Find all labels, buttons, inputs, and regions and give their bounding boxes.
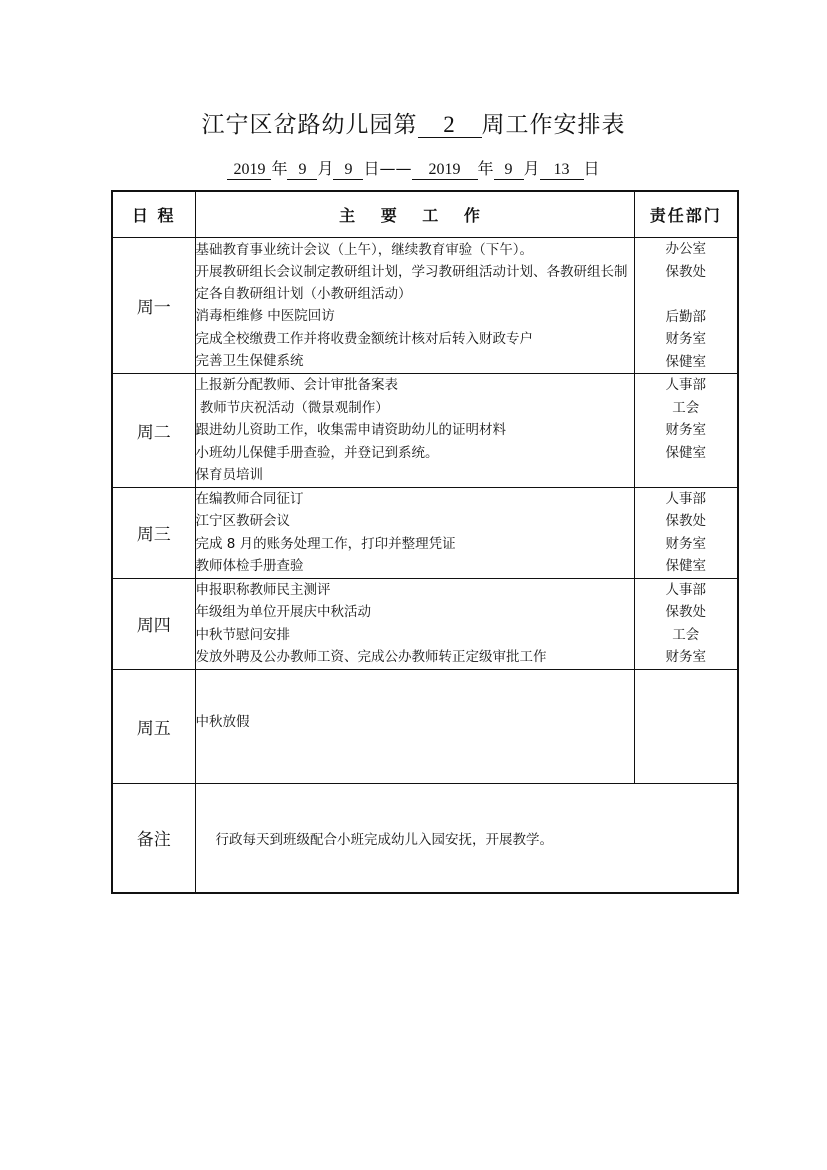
task-item: 跟进幼儿资助工作，收集需申请资助幼儿的证明材料 (195, 422, 506, 438)
task-item: 完成全校缴费工作并将收费金额统计核对后转入财政专户 (195, 330, 533, 347)
dept-item (635, 283, 738, 306)
dept-item: 办公室 (665, 241, 706, 257)
table-row (112, 578, 738, 669)
dept-item: 后勤部 (665, 308, 706, 325)
day-char: 日 (583, 159, 600, 178)
dept-item: 人事部 (665, 490, 706, 507)
day-cell: 周一 (112, 238, 195, 374)
date-range (0, 156, 827, 180)
task-item: 基础教育事业统计会议（上午），继续教育审验（下午）。 (195, 241, 533, 258)
header-responsible-dept: 责任部门 (634, 191, 738, 238)
end-month: 9 (494, 161, 524, 180)
weekly-schedule-table (111, 190, 739, 894)
dept-item: 保健室 (665, 353, 706, 370)
dept-item: 财务室 (665, 535, 706, 552)
task-item: 中秋节慰问安排 (195, 626, 290, 643)
dept-item (635, 464, 738, 487)
dept-cell (634, 238, 738, 374)
week-number: 2 (418, 112, 482, 138)
tasks-cell (195, 238, 634, 374)
range-separator: 日—— (363, 159, 412, 178)
month-char: 月 (523, 159, 540, 178)
dept-item: 财务室 (665, 422, 706, 438)
dept-item: 保教处 (665, 263, 706, 280)
task-item: 申报职称教师民主测评 (195, 581, 331, 598)
remarks-cell (195, 783, 738, 893)
dept-cell (634, 669, 738, 783)
tasks-cell (195, 578, 634, 669)
day-cell: 周三 (112, 487, 195, 578)
dept-item: 工会 (672, 626, 700, 643)
dept-cell (634, 487, 738, 578)
table-row (112, 374, 738, 488)
dept-item: 保健室 (665, 444, 706, 461)
table-row (112, 669, 738, 783)
end-year: 2019 (412, 161, 478, 180)
dept-item: 保教处 (665, 513, 706, 529)
task-item: 发放外聘及公办教师工资、完成公办教师转正定级审批工作 (195, 649, 547, 665)
dept-item: 财务室 (665, 649, 706, 665)
dept-item: 财务室 (665, 331, 706, 347)
header-row (112, 191, 738, 238)
table-row (112, 487, 738, 578)
tasks-cell (195, 374, 634, 488)
remarks-text: 行政每天到班级配合小班完成幼儿入园安抚，开展教学。 (215, 831, 553, 848)
task-item: 年级组为单位开展庆中秋活动 (195, 604, 371, 620)
dept-item: 人事部 (665, 377, 706, 393)
task-item: 江宁区教研会议 (195, 513, 290, 529)
task-item: 小班幼儿保健手册查验，并登记到系统。 (195, 444, 439, 461)
task-item: 中秋放假 (195, 713, 250, 730)
task-item: 上报新分配教师、会计审批备案表 (195, 377, 398, 393)
task-item: 教师体检手册查验 (195, 558, 304, 574)
tasks-cell (195, 669, 634, 783)
table-row (112, 238, 738, 374)
year-char: 年 (271, 159, 288, 178)
start-month: 9 (287, 161, 317, 180)
task-item: 完成 8 月的账务处理工作，打印并整理凭证 (195, 535, 456, 552)
start-year: 2019 (227, 161, 271, 180)
dept-item: 保教处 (665, 604, 706, 620)
day-cell: 周二 (112, 374, 195, 488)
remarks-row (112, 783, 738, 893)
day-cell: 周五 (112, 669, 195, 783)
title-suffix: 周工作安排表 (481, 112, 626, 138)
start-day: 9 (333, 161, 363, 180)
dept-item: 保健室 (665, 558, 706, 574)
task-item: 开展教研组长会议制定教研组计划，学习教研组活动计划、各教研组长制定各自教研组计划（小教研组活动） (195, 264, 628, 302)
header-main-work: 主 要 工 作 (195, 191, 634, 238)
dept-cell (634, 578, 738, 669)
end-day: 13 (540, 161, 584, 180)
task-item: 教师节庆祝活动（微景观制作） (195, 399, 389, 416)
tasks-cell (195, 487, 634, 578)
dept-item: 工会 (672, 399, 700, 416)
task-item: 完善卫生保健系统 (195, 353, 304, 369)
task-item: 在编教师合同征订 (195, 490, 304, 507)
year-char: 年 (477, 159, 494, 178)
dept-item: 人事部 (665, 581, 706, 598)
day-cell: 周四 (112, 578, 195, 669)
dept-cell (634, 374, 738, 488)
remarks-label: 备注 (112, 783, 195, 893)
task-item: 保育员培训 (195, 467, 263, 483)
title-prefix: 江宁区岔路幼儿园第 (201, 112, 418, 138)
header-schedule: 日 程 (112, 191, 195, 238)
document-title (0, 106, 827, 139)
month-char: 月 (317, 159, 334, 178)
task-item: 消毒柜维修 中医院回访 (195, 308, 335, 324)
